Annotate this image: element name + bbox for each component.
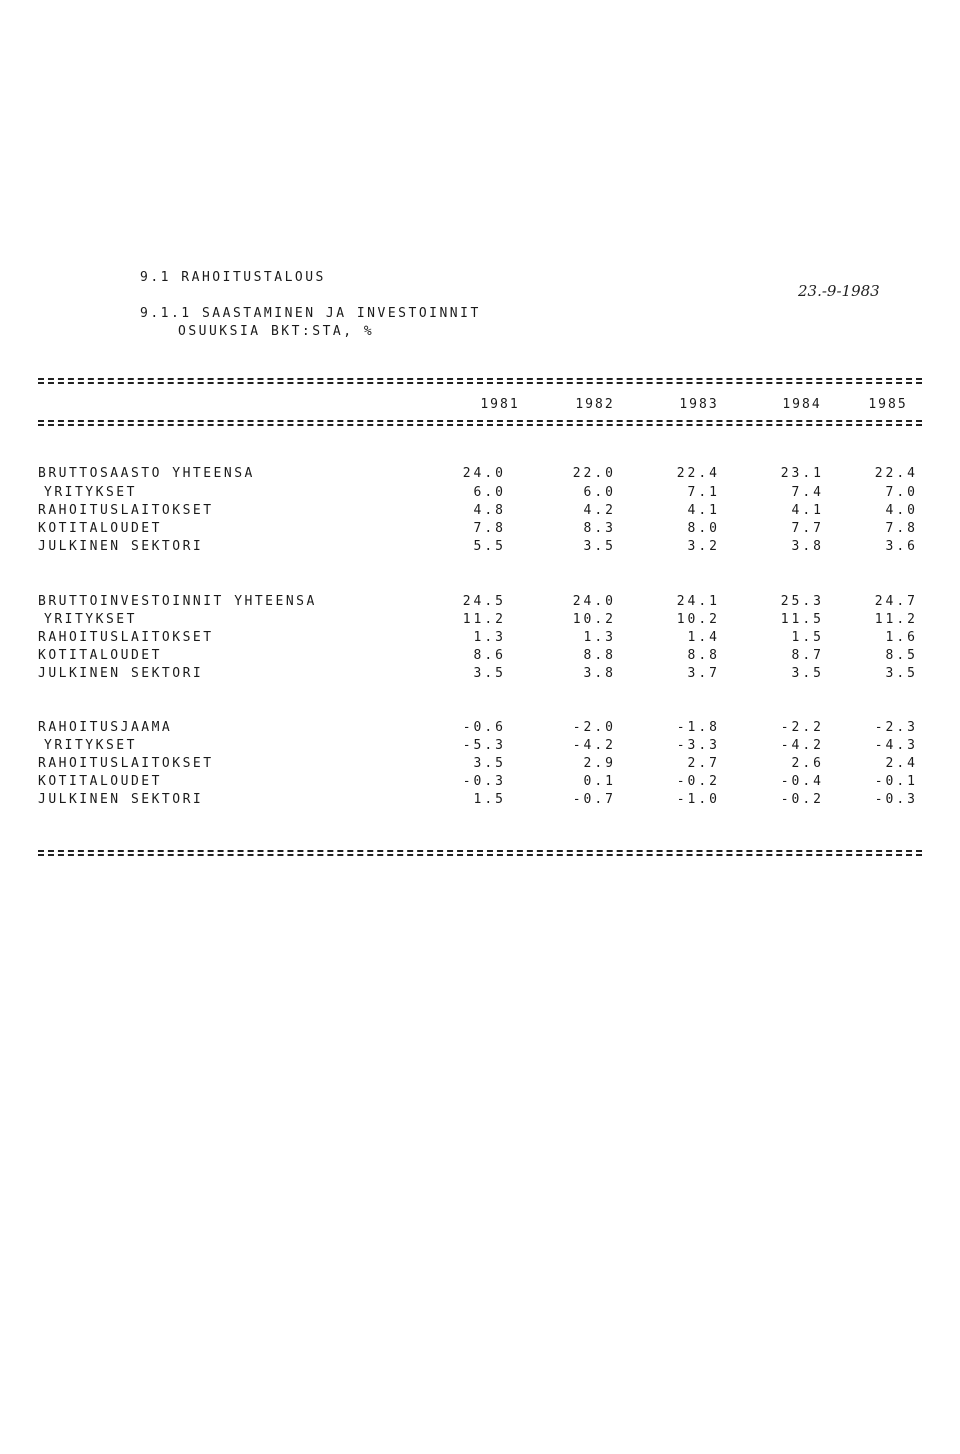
cell-value: 1.3 xyxy=(473,630,506,645)
row-label: RAHOITUSJAAMA xyxy=(38,720,173,735)
cell-value: 10.2 xyxy=(572,612,616,627)
cell-value: 3.6 xyxy=(885,539,918,554)
cell-value: 4.1 xyxy=(791,503,824,518)
cell-value: 10.2 xyxy=(676,612,720,627)
cell-value: 7.4 xyxy=(791,485,824,500)
handwritten-date: 23.-9-1983 xyxy=(798,282,880,300)
cell-value: -0.7 xyxy=(572,792,616,807)
cell-value: 24.7 xyxy=(874,594,918,609)
cell-value: 6.0 xyxy=(583,485,616,500)
row-label: JULKINEN SEKTORI xyxy=(38,539,204,554)
table-row xyxy=(0,485,960,503)
cell-value: -2.3 xyxy=(874,720,918,735)
cell-value: 22.0 xyxy=(572,466,616,481)
cell-value: 25.3 xyxy=(780,594,824,609)
cell-value: 24.0 xyxy=(572,594,616,609)
year-header: 1982 xyxy=(575,397,615,412)
cell-value: 3.7 xyxy=(687,666,720,681)
year-header: 1981 xyxy=(480,397,520,412)
cell-value: 4.1 xyxy=(687,503,720,518)
cell-value: 3.5 xyxy=(791,666,824,681)
cell-value: -4.2 xyxy=(780,738,824,753)
table-row xyxy=(0,539,960,557)
cell-value: -1.8 xyxy=(676,720,720,735)
row-label: JULKINEN SEKTORI xyxy=(38,792,204,807)
table-row xyxy=(0,612,960,630)
cell-value: 7.7 xyxy=(791,521,824,536)
row-label: KOTITALOUDET xyxy=(38,774,162,789)
table-row xyxy=(0,792,960,810)
cell-value: 1.4 xyxy=(687,630,720,645)
table-row xyxy=(0,503,960,521)
cell-value: -1.0 xyxy=(676,792,720,807)
cell-value: 7.0 xyxy=(885,485,918,500)
cell-value: 2.4 xyxy=(885,756,918,771)
row-label: KOTITALOUDET xyxy=(38,648,162,663)
cell-value: 3.5 xyxy=(885,666,918,681)
cell-value: 1.6 xyxy=(885,630,918,645)
table-row xyxy=(0,594,960,612)
cell-value: 8.8 xyxy=(583,648,616,663)
cell-value: -0.3 xyxy=(874,792,918,807)
cell-value: 3.5 xyxy=(473,756,506,771)
cell-value: -2.2 xyxy=(780,720,824,735)
section-heading: 9.1 RAHOITUSTALOUS xyxy=(140,270,326,285)
table-row xyxy=(0,756,960,774)
cell-value: -0.2 xyxy=(780,792,824,807)
cell-value: 24.1 xyxy=(676,594,720,609)
cell-value: 4.2 xyxy=(583,503,616,518)
cell-value: 11.2 xyxy=(874,612,918,627)
table-row xyxy=(0,720,960,738)
table-row xyxy=(0,630,960,648)
subsection-heading: 9.1.1 SAASTAMINEN JA INVESTOINNIT xyxy=(140,306,481,321)
cell-value: -0.3 xyxy=(462,774,506,789)
bottom-rule xyxy=(38,850,922,856)
table-row xyxy=(0,466,960,484)
cell-value: 1.5 xyxy=(473,792,506,807)
table-row xyxy=(0,521,960,539)
row-label: JULKINEN SEKTORI xyxy=(38,666,204,681)
cell-value: -4.2 xyxy=(572,738,616,753)
table-row xyxy=(0,738,960,756)
cell-value: 5.5 xyxy=(473,539,506,554)
cell-value: 0.1 xyxy=(583,774,616,789)
cell-value: -0.4 xyxy=(780,774,824,789)
cell-value: -0.6 xyxy=(462,720,506,735)
cell-value: 8.7 xyxy=(791,648,824,663)
cell-value: 8.5 xyxy=(885,648,918,663)
cell-value: 23.1 xyxy=(780,466,824,481)
cell-value: -3.3 xyxy=(676,738,720,753)
cell-value: 4.8 xyxy=(473,503,506,518)
top-rule xyxy=(38,378,922,384)
cell-value: -0.2 xyxy=(676,774,720,789)
row-label: YRITYKSET xyxy=(44,612,137,627)
row-label: KOTITALOUDET xyxy=(38,521,162,536)
cell-value: 11.5 xyxy=(780,612,824,627)
cell-value: 11.2 xyxy=(462,612,506,627)
cell-value: 7.8 xyxy=(885,521,918,536)
cell-value: -5.3 xyxy=(462,738,506,753)
row-label: RAHOITUSLAITOKSET xyxy=(38,503,214,518)
cell-value: 4.0 xyxy=(885,503,918,518)
row-label: RAHOITUSLAITOKSET xyxy=(38,630,214,645)
cell-value: 22.4 xyxy=(874,466,918,481)
cell-value: 3.5 xyxy=(473,666,506,681)
row-label: YRITYKSET xyxy=(44,738,137,753)
row-label: YRITYKSET xyxy=(44,485,137,500)
cell-value: 24.0 xyxy=(462,466,506,481)
cell-value: -4.3 xyxy=(874,738,918,753)
year-header: 1984 xyxy=(782,397,822,412)
row-label: RAHOITUSLAITOKSET xyxy=(38,756,214,771)
cell-value: 3.8 xyxy=(791,539,824,554)
cell-value: 1.3 xyxy=(583,630,616,645)
cell-value: 3.2 xyxy=(687,539,720,554)
header-rule xyxy=(38,420,922,426)
cell-value: 8.8 xyxy=(687,648,720,663)
cell-value: 22.4 xyxy=(676,466,720,481)
cell-value: 2.6 xyxy=(791,756,824,771)
year-header: 1983 xyxy=(679,397,719,412)
cell-value: 8.3 xyxy=(583,521,616,536)
table-row xyxy=(0,774,960,792)
cell-value: 2.7 xyxy=(687,756,720,771)
cell-value: 8.0 xyxy=(687,521,720,536)
cell-value: 6.0 xyxy=(473,485,506,500)
cell-value: -2.0 xyxy=(572,720,616,735)
cell-value: 3.8 xyxy=(583,666,616,681)
row-label: BRUTTOSAASTO YHTEENSA xyxy=(38,466,255,481)
cell-value: 7.8 xyxy=(473,521,506,536)
cell-value: 2.9 xyxy=(583,756,616,771)
row-label: BRUTTOINVESTOINNIT YHTEENSA xyxy=(38,594,317,609)
table-row xyxy=(0,666,960,684)
table-subtitle: OSUUKSIA BKT:STA, % xyxy=(178,324,375,339)
year-header: 1985 xyxy=(868,397,908,412)
cell-value: 1.5 xyxy=(791,630,824,645)
cell-value: 24.5 xyxy=(462,594,506,609)
cell-value: -0.1 xyxy=(874,774,918,789)
table-row xyxy=(0,648,960,666)
cell-value: 7.1 xyxy=(687,485,720,500)
cell-value: 8.6 xyxy=(473,648,506,663)
cell-value: 3.5 xyxy=(583,539,616,554)
